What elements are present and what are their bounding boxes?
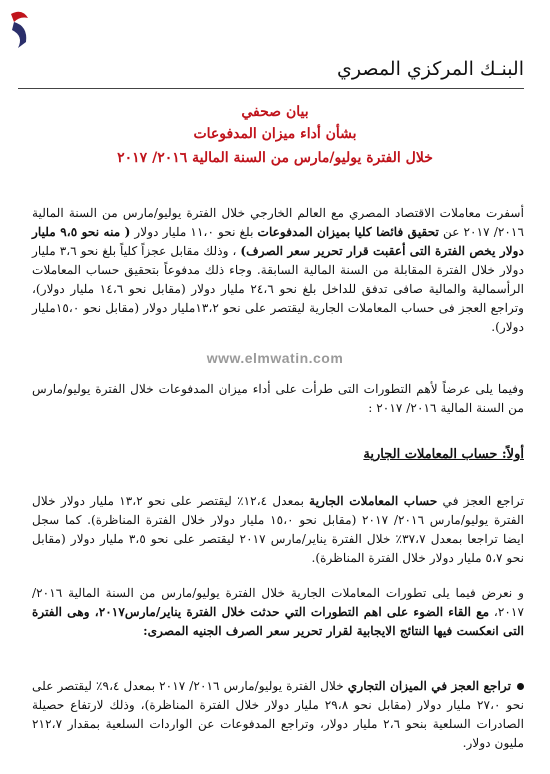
site-watermark: www.elmwatin.com [206,350,344,366]
paragraph-text: و نعرض فيما يلى تطورات المعاملات الجارية خلال الفترة يوليو/مارس من السنة المالية ٢٠١٦/ ٢٠١٧، [32,586,524,619]
paragraph-bold-text: مع القاء الضوء على اهم التطورات التي حدثت خلال الفترة يناير/مارس٢٠١٧، وهى الفترة التى انعكست فيها النتائج الايجابية لقرار تحرير سعر الصرف الجنيه المصرى: [32,605,524,638]
press-release-subject: بشأن أداء ميزان المدفوعات [193,126,357,142]
paragraph-current-account [32,492,524,568]
paragraph-text: بلغ نحو ١١،٠ مليار دولار [130,225,258,239]
section-heading-current-account: أولاً: حساب المعاملات الجارية [363,447,524,462]
paragraph-text: بمعدل ١٢،٤٪ ليقتصر على نحو ١٣،٢ مليار دولار خلال الفترة يوليو/مارس ٢٠١٦/ ٢٠١٧ (مقابل نحو ١٥،٠ مليار دولار خلال الفترة المناظرة). كما سجل ايضا تراجعا بمعدل ٣٧،٧٪ خلال الفترة يناير/مارس ٢٠١٧ ليقتصر على نحو ٣،٥ مليار دولار (مقابل نحو ٥،٧ مليار دولار خلال الفترة المناظرة). [32,494,525,565]
paragraph-text: تراجع العجز في [437,494,524,508]
bullet-icon [517,683,524,690]
header-divider [18,88,524,89]
paragraph-bold-text: تحقيق فائضا كليا بميزان المدفوعات [257,225,439,239]
press-release-period: خلال الفترة يوليو/مارس من السنة المالية ٢٠١٦/ ٢٠١٧ [117,150,433,166]
paragraph-developments [32,584,524,641]
press-release-title: بيان صحفي [241,104,309,120]
bullet-trade-balance [32,677,524,753]
paragraph-bold-text: ( منه نحو ٩،٥ مليار دولار يخص الفترة التى أعقبت قرار تحرير سعر الصرف) [32,225,524,258]
paragraph-text: أسفرت معاملات الاقتصاد المصري مع العالم الخارجي خلال الفترة يوليو/مارس من السنة المالية ٢٠١٦/ ٢٠١٧ عن [32,206,524,239]
paragraph-bold-text: تراجع العجز في الميزان التجاري [347,679,511,693]
central-bank-logo [8,8,32,52]
paragraph-bold-text: حساب المعاملات الجارية [309,494,438,508]
paragraph-intro: وفيما يلى عرضاً لأهم التطورات التى طرأت على أداء ميزان المدفوعات خلال الفترة يوليو/مارس من السنة المالية ٢٠١٦/ ٢٠١٧ : [32,382,524,415]
bank-name: البنـك المركزي المصري [336,58,524,80]
paragraph-text: خلال الفترة يوليو/مارس ٢٠١٦/ ٢٠١٧ بمعدل ٩،٤٪ ليقتصر على نحو ٢٧،٠ مليار دولار (مقابل نحو ٢٩،٨ مليار دولار خلال الفترة المناظرة)، وذلك لارتفاع حصيلة الصادرات السلعية بنحو ٢،٦ مليار دولار، وتراجع المدفوعات عن الواردات السلعية بمقدار ٢١٢،٧ مليون دولار. [32,679,524,750]
paragraph-overview [32,204,524,337]
paragraph-text: ، وذلك مقابل عجزاً كلياً بلغ نحو ٣،٦ مليار دولار خلال الفترة المقابلة من السنة المالية السابقة. وجاء ذلك مدفوعاً بتحقيق حساب المعاملات الرأسمالية والمالية صافى تدفق للداخل بلغ نحو ٢٤،٦ مليار دولار (مقابل نحو ١٤،٦ مليار دولار)، وتراجع العجز فى حساب المعاملات الجارية ليقتصر على نحو ١٣،٢مليار دولار (مقابل نحو ١٥،٠مليار دولار). [32,244,524,334]
